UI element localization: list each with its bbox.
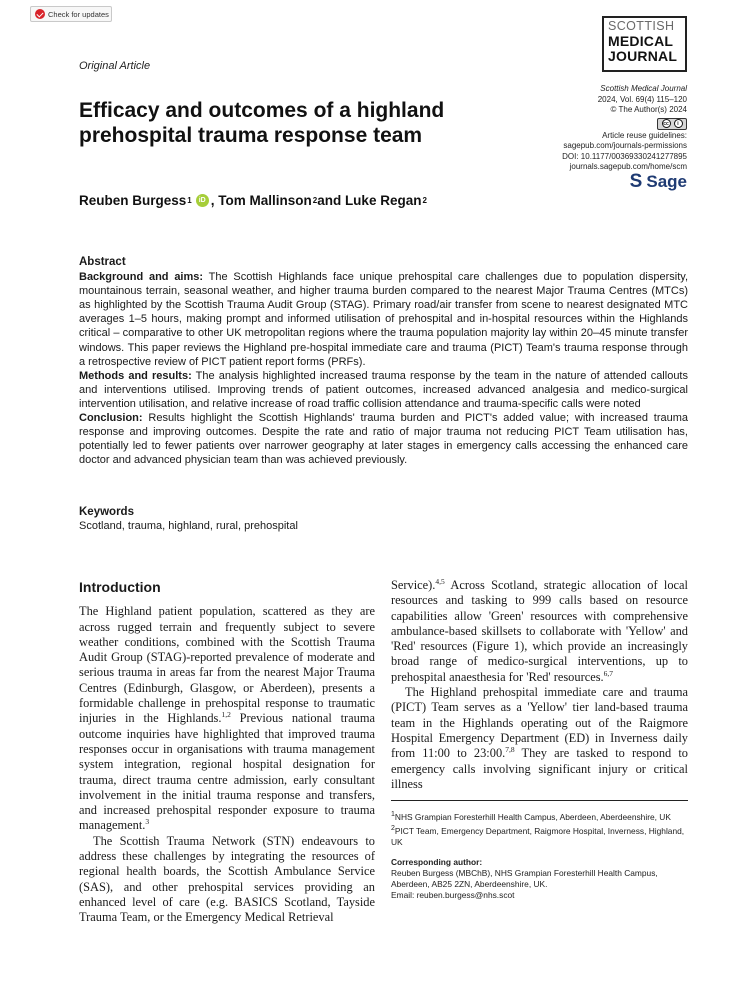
body-paragraph xyxy=(79,604,375,833)
creative-commons-icon: cc i xyxy=(657,118,687,130)
keywords xyxy=(79,505,298,533)
corresponding-author-address: Reuben Burgess (MBChB), NHS Grampian Foresterhill Health Campus, Aberdeen, AB25 2ZN, Aberdeenshire, UK. xyxy=(391,867,658,890)
journal-logo-line3: JOURNAL xyxy=(608,47,678,64)
article-title: Efficacy and outcomes of a highland prehospital trauma response team xyxy=(79,99,445,147)
body-paragraph: The Scottish Trauma Network (STN) endeavours to address these challenges by integrating the resources of regional health boards, the Scottish Ambulance Service (SAS), and other prehospital services providing an enhanced level of care (e.g. BASICS Scotland, Tayside Trauma Team, or the Emergency Medical Retrieval xyxy=(79,833,375,925)
footnotes xyxy=(391,800,688,901)
author-name: and Luke Regan xyxy=(317,193,422,208)
body-text: They are tasked to respond to emergency calls involving significant injury or critical illness xyxy=(391,746,689,791)
body-column-right xyxy=(391,578,688,792)
check-icon xyxy=(35,9,45,19)
author-name: Reuben Burgess xyxy=(79,193,187,208)
sage-s-icon: S xyxy=(629,170,643,192)
check-for-updates-label: Check for updates xyxy=(48,9,109,19)
journal-logo-line1: SCOTTISH xyxy=(608,19,675,33)
corresponding-author-heading: Corresponding author: xyxy=(391,856,483,867)
journal-logo-line2: MEDICAL xyxy=(608,32,674,49)
introduction-heading: Introduction xyxy=(79,579,161,595)
abstract xyxy=(79,255,688,467)
journal-meta xyxy=(537,84,687,190)
author-list xyxy=(79,193,427,208)
abstract-background-label: Background and aims: xyxy=(79,271,204,284)
publisher-name: Sage xyxy=(646,171,687,191)
body-text: Service). xyxy=(391,578,436,592)
body-text: Across Scotland, strategic allocation of local resources and tasking to 999 calls based on resource capabilities allow 'Green' resources with comprehensive ambulance-based skillsets to collaborate with 'Yellow' and 'Red' resources (Figure 1), which provide an increasingly broad range of medico-surgical interventions, up to prehospital anaesthesia for 'Red' resources. xyxy=(391,578,688,684)
affiliation-text: NHS Grampian Foresterhill Health Campus, Aberdeen, Aberdeenshire, UK xyxy=(394,811,671,822)
reuse-guidelines-link[interactable]: sagepub.com/journals-permissions xyxy=(563,141,687,150)
abstract-heading: Abstract xyxy=(79,256,126,268)
body-column-left xyxy=(79,580,375,926)
corresponding-author-label xyxy=(391,857,688,868)
check-for-updates-button[interactable] xyxy=(30,6,112,22)
orcid-icon[interactable]: iD xyxy=(196,194,209,207)
author-affiliation-sup: 2 xyxy=(312,196,318,205)
citation-ref[interactable]: 7,8 xyxy=(505,745,515,755)
sage-logo xyxy=(629,170,687,192)
body-paragraph xyxy=(391,578,688,685)
abstract-conclusion xyxy=(79,411,688,467)
body-text: The Highland patient population, scattered as they are across rugged terrain and frequently subject to severe weather conditions, combined with the Scottish Trauma Audit Group (STAG)-reported prevalence of moderate and serious trauma in areas far from the nearest Major Trauma Centres (Edinburgh, Glasgow, or Aberdeen), presents a formidable challenge in prehospital response to traumatic injuries in the Highlands. xyxy=(79,604,375,726)
abstract-methods-text: The analysis highlighted increased trauma response by the team in the nature of attended callouts and interventions utilised. Improving trends of patient outcomes, increased advanced analgesia and medico-surgical intervention utilisation, and relative increase of road traffic collision attendance and trauma-specific calls were noted xyxy=(79,369,688,410)
body-paragraph xyxy=(391,685,688,792)
author-affiliation-sup: 2 xyxy=(422,196,427,205)
reuse-guidelines-label: Article reuse guidelines: xyxy=(602,130,687,140)
abstract-conclusion-text: Results highlight the Scottish Highlands' trauma burden and PICT's added value; with increased trauma response and improving outcomes. Despite the rate and ratio of major trauma not reducing PICT Team utilisation has, potentially led to fewer patients over narrower geography at later stages in emergency calls accessing the enhanced care doctor and advanced physician team than was achieved previously. xyxy=(79,412,688,467)
affiliation-2 xyxy=(391,823,688,848)
doi-link[interactable]: DOI: 10.1177/00369330241277895 xyxy=(562,151,687,161)
journal-volume: 2024, Vol. 69(4) 115–120 xyxy=(597,94,687,104)
journal-name: Scottish Medical Journal xyxy=(600,84,687,93)
keywords-heading: Keywords xyxy=(79,506,134,518)
keywords-text: Scotland, trauma, highland, rural, prehospital xyxy=(79,520,298,532)
citation-ref[interactable]: 4,5 xyxy=(435,576,445,586)
journal-logo xyxy=(602,16,687,72)
affiliation-1 xyxy=(391,809,688,823)
abstract-background xyxy=(79,270,688,369)
body-text: Previous national trauma outcome inquiries have highlighted that improved trauma responses occur in organisations with trauma management system integration, regional hospital designation for trauma, direct trauma centre admission, early consultant involvement in the initial trauma response and transfers, and increased prehospital responder exposure to trauma management. xyxy=(79,711,375,833)
abstract-methods xyxy=(79,369,688,411)
abstract-conclusion-label: Conclusion: xyxy=(79,412,143,425)
body-text: The Highland prehospital immediate care and trauma (PICT) Team serves as a 'Yellow' tier land-based trauma team in the Highlands operating out of the Raigmore Hospital Emergency Department (ED) in Inverness daily from 11:00 to 23:00. xyxy=(391,685,688,761)
abstract-methods-label: Methods and results: xyxy=(79,369,192,382)
author-affiliation-sup: 1 xyxy=(187,196,192,205)
affiliation-sup: 2 xyxy=(391,824,395,832)
citation-ref[interactable]: 3 xyxy=(145,817,150,827)
citation-ref[interactable]: 6,7 xyxy=(603,668,613,678)
affiliation-text: PICT Team, Emergency Department, Raigmore Hospital, Inverness, Highland, UK xyxy=(391,825,685,847)
citation-ref[interactable]: 1,2 xyxy=(221,710,231,720)
author-name: , Tom Mallinson xyxy=(210,193,312,208)
corresponding-author-email[interactable]: Email: reuben.burgess@nhs.scot xyxy=(391,890,515,901)
abstract-background-text: The Scottish Highlands face unique prehospital care challenges due to population dispersity, mountainous terrain, seasonal weather, and higher trauma burden compared to the nearest Major Trauma Centres (MTCs) as highlighted by the Scottish Trauma Audit Group (STAG). Primary road/air transfer from scene to nearest designated MTC averages 1–5 hours, making prompt and informed utilisation of prehospital and in-hospital resources within the Highlands critical – comparative to other UK metropolitan regions where the trauma population majority lay within 20–45 minute transfer windows. This paper reviews the Highland pre-hospital immediate care and trauma (PICT) Team's trauma response through a retrospective review of PICT patient report forms (PRFs). xyxy=(79,271,689,368)
article-type: Original Article xyxy=(79,60,151,72)
journal-home-link[interactable]: journals.sagepub.com/home/scm xyxy=(569,162,687,171)
copyright: © The Author(s) 2024 xyxy=(610,105,687,114)
affiliation-sup: 1 xyxy=(391,811,395,818)
